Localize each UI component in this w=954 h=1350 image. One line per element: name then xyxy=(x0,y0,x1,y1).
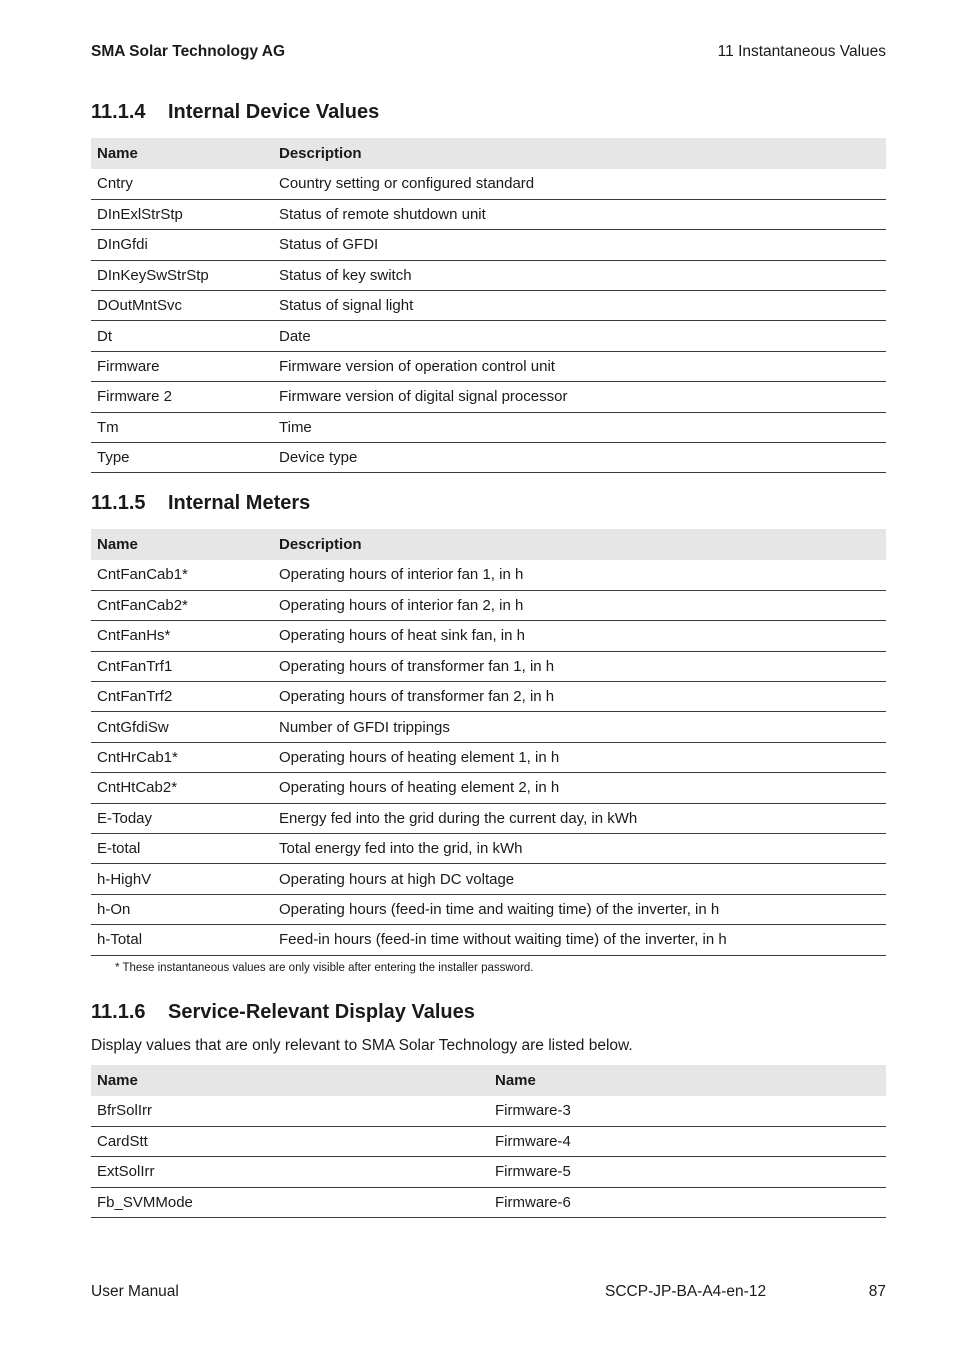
table-row xyxy=(91,621,886,651)
table-row xyxy=(91,199,886,229)
cell-name: h-Total xyxy=(97,931,143,949)
table-row xyxy=(91,560,886,590)
cell-value: Operating hours of heating element 2, in h xyxy=(279,779,560,797)
table-row xyxy=(91,682,886,712)
table-body xyxy=(91,169,886,473)
table-row xyxy=(91,260,886,290)
cell-name: Dt xyxy=(97,327,112,345)
cell-name: DOutMntSvc xyxy=(97,297,183,315)
table-row xyxy=(91,925,886,955)
cell-value: Firmware-5 xyxy=(495,1163,571,1181)
cell-name: h-HighV xyxy=(97,870,152,888)
table-row xyxy=(91,443,886,473)
cell-name: Tm xyxy=(97,418,119,436)
cell-name: CntHtCab2* xyxy=(97,779,178,797)
section-title: Service-Relevant Display Values xyxy=(168,1001,475,1023)
cell-value: Number of GFDI trippings xyxy=(279,718,450,736)
cell-value: Firmware-3 xyxy=(495,1102,571,1120)
cell-value: Operating hours of heat sink fan, in h xyxy=(279,627,525,645)
cell-value: Date xyxy=(279,327,311,345)
table-row xyxy=(91,894,886,924)
section-number: 11.1.6 xyxy=(91,1001,146,1023)
cell-value: Operating hours of transformer fan 1, in h xyxy=(279,657,555,675)
section-number: 11.1.4 xyxy=(91,101,146,123)
cell-name: Firmware xyxy=(97,358,160,376)
table-row xyxy=(91,803,886,833)
cell-value: Status of signal light xyxy=(279,297,414,315)
table-row xyxy=(91,834,886,864)
table-row xyxy=(91,1096,886,1126)
cell-value: Total energy fed into the grid, in kWh xyxy=(279,840,523,858)
column-header-description: Description xyxy=(279,145,362,162)
column-header-name-2: Name xyxy=(495,1072,536,1089)
cell-value: Device type xyxy=(279,449,358,467)
table-row xyxy=(91,590,886,620)
column-header-name: Name xyxy=(97,145,138,162)
intro-paragraph: Display values that are only relevant to SMA Solar Technology are listed below. xyxy=(91,1037,633,1054)
table-row xyxy=(91,712,886,742)
cell-name: CntGfdiSw xyxy=(97,718,169,736)
cell-value: Status of GFDI xyxy=(279,236,379,254)
table-row xyxy=(91,382,886,412)
cell-value: Energy fed into the grid during the current day, in kWh xyxy=(279,809,638,827)
footer-manual-label: User Manual xyxy=(91,1283,179,1300)
table-header-row xyxy=(91,138,886,169)
page-number: 87 xyxy=(868,1283,886,1300)
section-title: Internal Meters xyxy=(168,492,311,514)
table-row xyxy=(91,321,886,351)
chapter-title: 11 Instantaneous Values xyxy=(717,43,886,60)
table-row xyxy=(91,412,886,442)
column-header-name: Name xyxy=(97,536,138,553)
section-heading-service-relevant-display-values xyxy=(91,1001,475,1024)
cell-value: Status of key switch xyxy=(279,266,412,284)
service-display-values-table xyxy=(91,1065,886,1218)
cell-name: CntHrCab1* xyxy=(97,749,178,767)
table-row xyxy=(91,864,886,894)
cell-name: Cntry xyxy=(97,175,133,193)
column-header-description: Description xyxy=(279,536,362,553)
footer-document-id: SCCP-JP-BA-A4-en-12 xyxy=(605,1283,767,1300)
table-header-row xyxy=(91,1065,886,1096)
table-row xyxy=(91,1187,886,1217)
cell-value: Operating hours of interior fan 2, in h xyxy=(279,597,524,615)
page-header xyxy=(91,43,886,65)
cell-name: CntFanTrf2 xyxy=(97,688,173,706)
cell-name: CntFanCab1* xyxy=(97,566,188,584)
cell-value: Feed-in hours (feed-in time without waiting time) of the inverter, in h xyxy=(279,931,727,949)
table-row xyxy=(91,351,886,381)
internal-meters-table xyxy=(91,529,886,956)
table-row xyxy=(91,742,886,772)
table-row xyxy=(91,169,886,199)
cell-value: Operating hours (feed-in time and waiting time) of the inverter, in h xyxy=(279,900,720,918)
cell-name: Type xyxy=(97,449,130,467)
cell-name: CntFanHs* xyxy=(97,627,171,645)
cell-value: Time xyxy=(279,418,312,436)
page-footer xyxy=(91,1283,886,1305)
cell-name: h-On xyxy=(97,900,131,918)
cell-name: DInExlStrStp xyxy=(97,206,183,224)
section-heading-internal-meters xyxy=(91,492,310,515)
cell-name: CntFanCab2* xyxy=(97,597,188,615)
section-heading-internal-device-values xyxy=(91,101,379,124)
internal-device-values-table xyxy=(91,138,886,473)
table-body xyxy=(91,1096,886,1218)
footnote: * These instantaneous values are only visible after entering the installer password. xyxy=(115,962,534,974)
section-title: Internal Device Values xyxy=(168,101,380,123)
cell-value: Firmware version of digital signal processor xyxy=(279,388,568,406)
cell-value: Firmware-4 xyxy=(495,1133,571,1151)
cell-name: CardStt xyxy=(97,1133,148,1151)
cell-value: Operating hours of interior fan 1, in h xyxy=(279,566,524,584)
cell-value: Operating hours of transformer fan 2, in h xyxy=(279,688,555,706)
table-row xyxy=(91,773,886,803)
section-number: 11.1.5 xyxy=(91,492,146,514)
cell-name: DInGfdi xyxy=(97,236,148,254)
table-row xyxy=(91,291,886,321)
cell-value: Status of remote shutdown unit xyxy=(279,206,486,224)
table-row xyxy=(91,651,886,681)
cell-value: Firmware version of operation control unit xyxy=(279,358,555,376)
cell-name: CntFanTrf1 xyxy=(97,657,173,675)
cell-name: ExtSolIrr xyxy=(97,1163,155,1181)
table-header-row xyxy=(91,529,886,560)
cell-name: Firmware 2 xyxy=(97,388,173,406)
cell-name: Fb_SVMMode xyxy=(97,1193,193,1211)
cell-value: Operating hours at high DC voltage xyxy=(279,870,515,888)
cell-value: Operating hours of heating element 1, in h xyxy=(279,749,560,767)
cell-name: DInKeySwStrStp xyxy=(97,266,209,284)
table-row xyxy=(91,1157,886,1187)
cell-value: Firmware-6 xyxy=(495,1193,571,1211)
column-header-name: Name xyxy=(97,1072,138,1089)
table-row xyxy=(91,1126,886,1156)
company-name: SMA Solar Technology AG xyxy=(91,43,286,60)
table-row xyxy=(91,230,886,260)
cell-name: E-total xyxy=(97,840,141,858)
table-body xyxy=(91,560,886,955)
cell-name: BfrSolIrr xyxy=(97,1102,153,1120)
cell-value: Country setting or configured standard xyxy=(279,175,535,193)
cell-name: E-Today xyxy=(97,809,153,827)
